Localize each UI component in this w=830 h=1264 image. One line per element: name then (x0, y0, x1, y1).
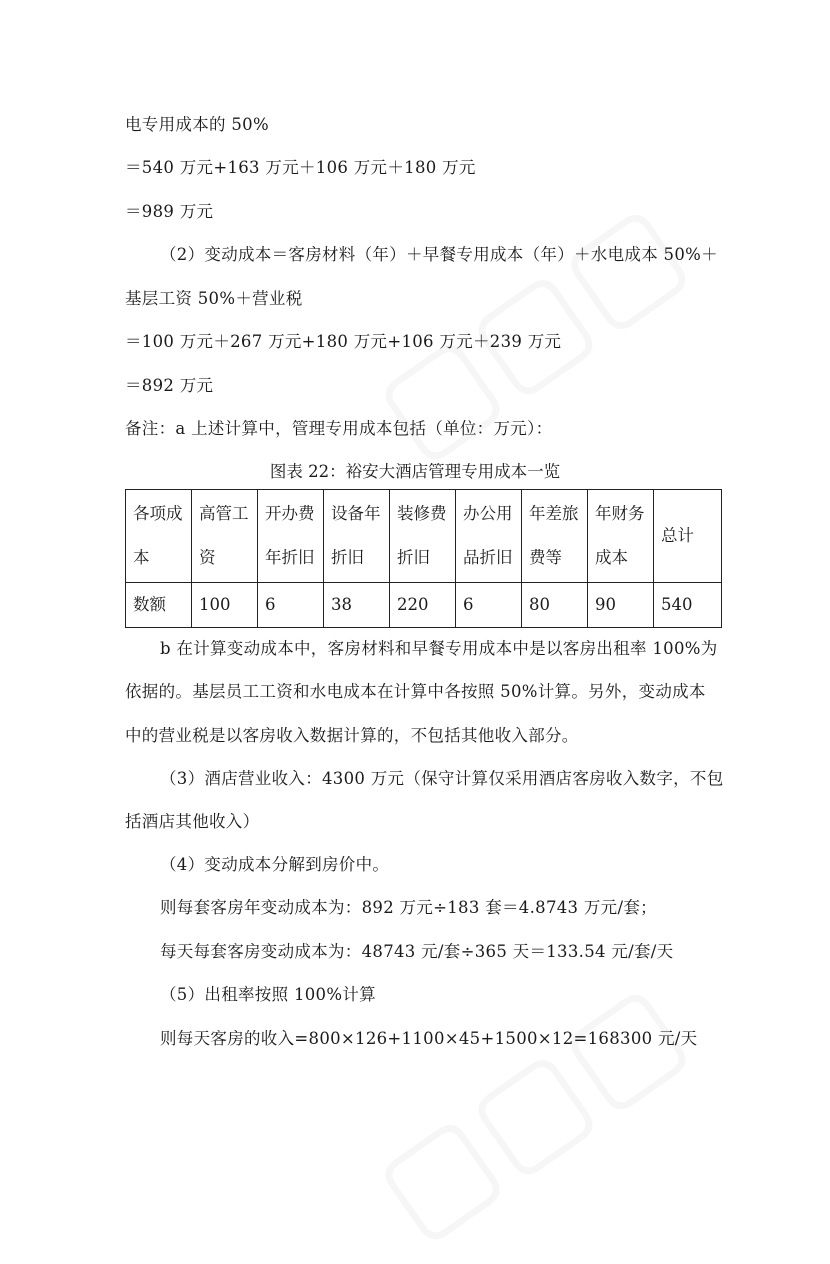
text-line: ＝892 万元 (125, 376, 214, 395)
table-cell: 38 (324, 583, 390, 628)
text-line: （2）变动成本＝客房材料（年）＋早餐专用成本（年）＋水电成本 50%＋ (160, 245, 718, 264)
table-header-cell: 高管工资 (192, 490, 258, 583)
text-line: 中的营业税是以客房收入数据计算的，不包括其他收入部分。 (125, 726, 579, 745)
table-cell: 100 (192, 583, 258, 628)
table-cell: 6 (456, 583, 522, 628)
table-header-cell: 设备年折旧 (324, 490, 390, 583)
watermark (351, 955, 709, 1264)
text-line: （3）酒店营业收入：4300 万元（保守计算仅采用酒店客房收入数字，不包 (160, 769, 724, 788)
text-line: b 在计算变动成本中，客房材料和早餐专用成本中是以客房出租率 100%为 (160, 639, 718, 658)
text-line: （5）出租率按照 100%计算 (160, 985, 376, 1004)
text-line: 依据的。基层员工工资和水电成本在计算中各按照 50%计算。另外，变动成本 (125, 682, 706, 701)
table-cell: 540 (654, 583, 722, 628)
text-line: 每天每套客房变动成本为：48743 元/套÷365 天＝133.54 元/套/天 (160, 942, 674, 961)
cost-table (125, 489, 722, 628)
table-header-row (126, 490, 722, 583)
table-caption: 图表 22：裕安大酒店管理专用成本一览 (269, 462, 561, 481)
text-line: 备注：a 上述计算中，管理专用成本包括（单位：万元）： (125, 419, 553, 438)
table-cell: 220 (390, 583, 456, 628)
table-header-cell: 总计 (654, 490, 722, 583)
table-cell: 数额 (126, 583, 192, 628)
text-line: ＝989 万元 (125, 202, 214, 221)
table-cell: 6 (258, 583, 324, 628)
table-header-cell: 办公用品折旧 (456, 490, 522, 583)
table-header-cell: 年财务成本 (588, 490, 654, 583)
text-line: 则每天客房的收入=800×126+1100×45+1500×12=168300 元/天 (160, 1029, 698, 1048)
table-header-cell: 各项成本 (126, 490, 192, 583)
text-line: ＝100 万元＋267 万元+180 万元+106 万元＋239 万元 (125, 332, 562, 351)
text-line: 括酒店其他收入） (125, 812, 260, 831)
text-line: 电专用成本的 50% (125, 115, 269, 134)
table-header-cell: 开办费年折旧 (258, 490, 324, 583)
text-line: （4）变动成本分解到房价中。 (160, 855, 390, 874)
table-header-cell: 装修费折旧 (390, 490, 456, 583)
table-header-cell: 年差旅费等 (522, 490, 588, 583)
text-line: 则每套客房年变动成本为：892 万元÷183 套＝4.8743 万元/套； (160, 898, 657, 917)
table-row (126, 583, 722, 628)
table-cell: 80 (522, 583, 588, 628)
text-line: 基层工资 50%＋营业税 (125, 289, 303, 308)
table-cell: 90 (588, 583, 654, 628)
text-line: ＝540 万元+163 万元＋106 万元＋180 万元 (125, 158, 476, 177)
